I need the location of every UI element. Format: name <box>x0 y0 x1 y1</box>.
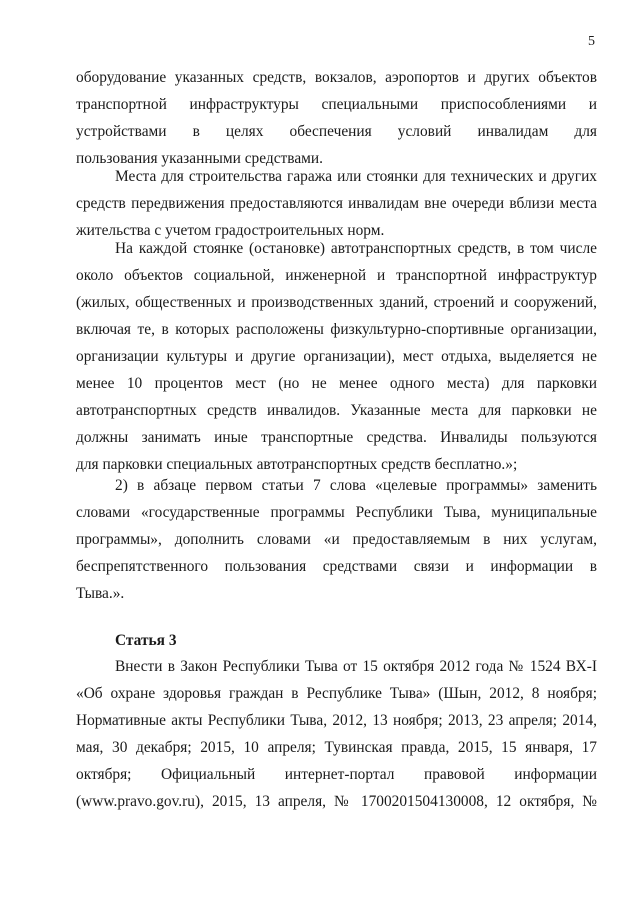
text-line: «Об охране здоровья граждан в Республике Тыва» (Шын, 2012, 8 ноября; <box>76 685 597 702</box>
text-line: 2) в абзаце первом статьи 7 слова «целевые программы» заменить <box>115 477 597 494</box>
text-line: около объектов социальной, инженерной и транспортной инфраструктур <box>76 267 597 284</box>
text-line: средств передвижения предоставляются инвалидам вне очереди вблизи места <box>76 195 597 212</box>
text-line: оборудование указанных средств, вокзалов, аэропортов и других объектов <box>76 69 597 86</box>
text-line: менее 10 процентов мест (но не менее одного места) для парковки <box>76 375 597 392</box>
text-line: Тыва.». <box>76 585 125 602</box>
page-number: 5 <box>588 34 595 49</box>
text-line: словами «государственные программы Республики Тыва, муниципальные <box>76 504 597 521</box>
text-line: устройствами в целях обеспечения условий инвалидам для <box>76 123 597 140</box>
text-line: транспортной инфраструктуры специальными приспособлениями и <box>76 96 597 113</box>
paragraph-garage <box>76 163 597 244</box>
text-line: (www.pravo.gov.ru), 2015, 13 апреля, № 1700201504130008, 12 октября, № <box>76 793 597 810</box>
text-line: (жилых, общественных и производственных зданий, строений и сооружений, <box>76 294 597 311</box>
text-line: жительства с учетом градостроительных норм. <box>76 222 385 239</box>
paragraph-parking <box>76 235 597 478</box>
text-line: организации культуры и другие организации), мест отдыха, выделяется не <box>76 348 597 365</box>
text-line: беспрепятственного пользования средствами связи и информации в <box>76 558 597 575</box>
text-line: Внести в Закон Республики Тыва от 15 октября 2012 года № 1524 ВХ-I <box>115 658 597 675</box>
paragraph-article-3 <box>76 653 597 815</box>
text-line: включая те, в которых расположены физкультурно-спортивные организации, <box>76 321 597 338</box>
text-line: автотранспортных средств инвалидов. Указанные места для парковки не <box>76 402 597 419</box>
text-line: мая, 30 декабря; 2015, 10 апреля; Тувинская правда, 2015, 15 января, 17 <box>76 739 597 756</box>
paragraph-continuation <box>76 64 597 172</box>
article-heading: Статья 3 <box>115 632 177 649</box>
text-line: должны занимать иные транспортные средства. Инвалиды пользуются <box>76 429 597 446</box>
text-line: Нормативные акты Республики Тыва, 2012, 13 ноября; 2013, 23 апреля; 2014, <box>76 712 597 729</box>
text-line: программы», дополнить словами «и предоставляемым в них услугам, <box>76 531 597 548</box>
text-line: пользования указанными средствами. <box>76 150 323 167</box>
text-line: Места для строительства гаража или стоянки для технических и других <box>115 168 597 185</box>
text-line: На каждой стоянке (остановке) автотранспортных средств, в том числе <box>115 240 597 257</box>
text-line: октября; Официальный интернет-портал правовой информации <box>76 766 597 783</box>
paragraph-article-7 <box>76 472 597 607</box>
text-line: для парковки специальных автотранспортных средств бесплатно.»; <box>76 456 518 473</box>
